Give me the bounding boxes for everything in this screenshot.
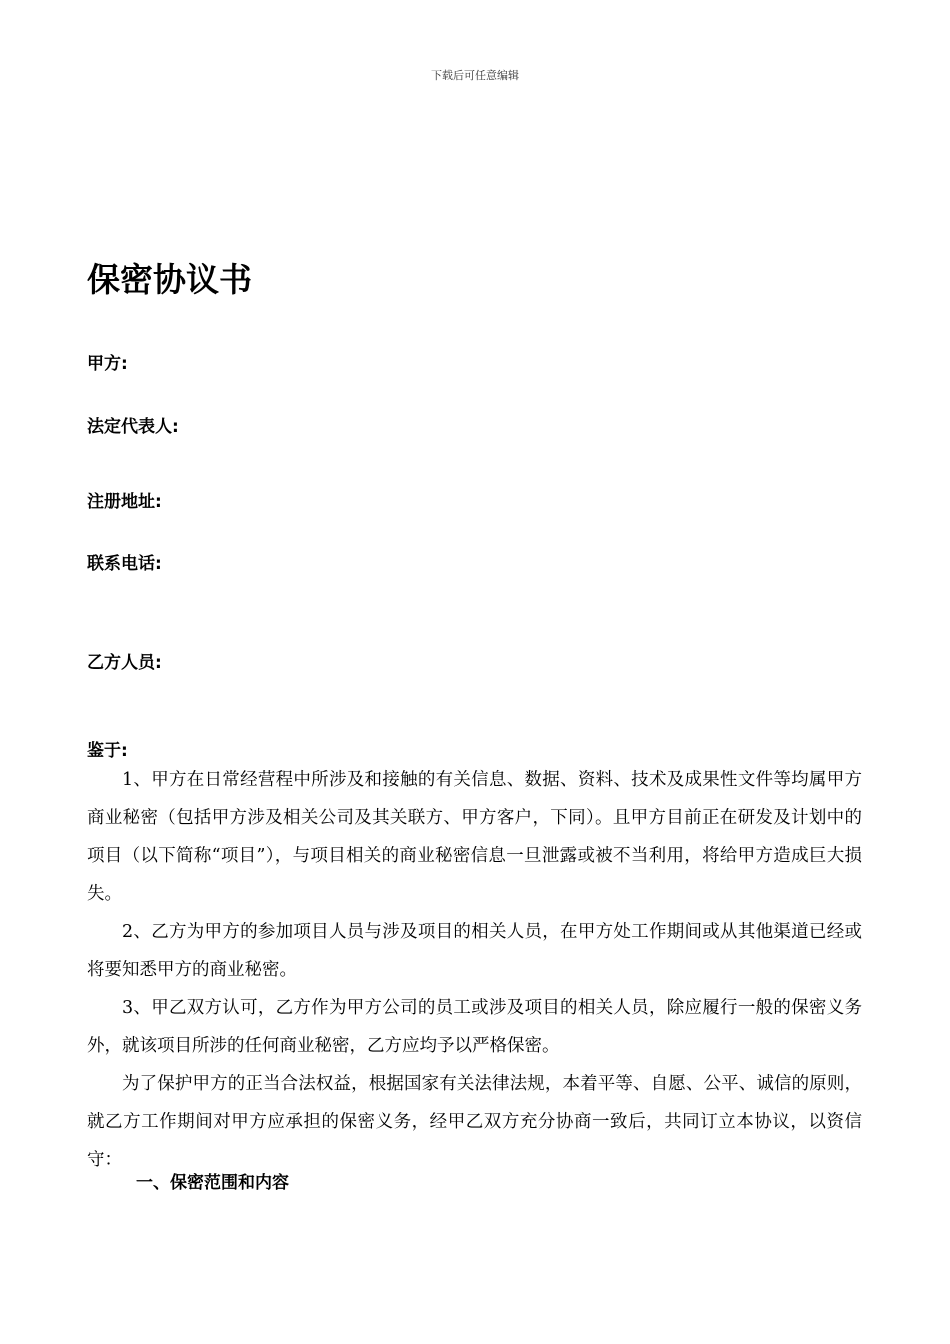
party-b-label: 乙方人员: [87,653,162,673]
party-a-label: 甲方: [87,354,128,374]
recital-paragraph-3: 3、甲乙双方认可，乙方作为甲方公司的员工或涉及项目的相关人员，除应履行一般的保密义务外，就该项目所涉的任何商业秘密，乙方应均予以严格保密。 [87,998,862,1056]
whereas-label: 鉴于: [87,741,128,761]
recitals-body [87,761,862,1179]
recital-paragraph-2: 2、乙方为甲方的参加项目人员与涉及项目的相关人员，在甲方处工作期间或从其他渠道已经或将要知悉甲方的商业秘密。 [87,922,862,980]
registered-address-label: 注册地址: [87,492,162,512]
purpose-paragraph: 为了保护甲方的正当合法权益，根据国家有关法律法规，本着平等、自愿、公平、诚信的原则，就乙方工作期间对甲方应承担的保密义务，经甲乙双方充分协商一致后，共同订立本协议，以资信守： [87,1074,862,1170]
contact-phone-label: 联系电话: [87,554,162,574]
document-title: 保密协议书 [87,260,252,299]
legal-representative-label: 法定代表人: [87,417,179,437]
section-heading-1: 一、保密范围和内容 [136,1173,289,1193]
recital-paragraph-1: 1、甲方在日常经营程中所涉及和接触的有关信息、数据、资料、技术及成果性文件等均属甲方商业秘密（包括甲方涉及相关公司及其关联方、甲方客户，下同）。且甲方目前正在研发及计划中的项目（以下简称“项目”），与项目相关的商业秘密信息一旦泄露或被不当利用，将给甲方造成巨大损失。 [87,770,862,904]
header-note: 下载后可任意编辑 [431,69,519,82]
